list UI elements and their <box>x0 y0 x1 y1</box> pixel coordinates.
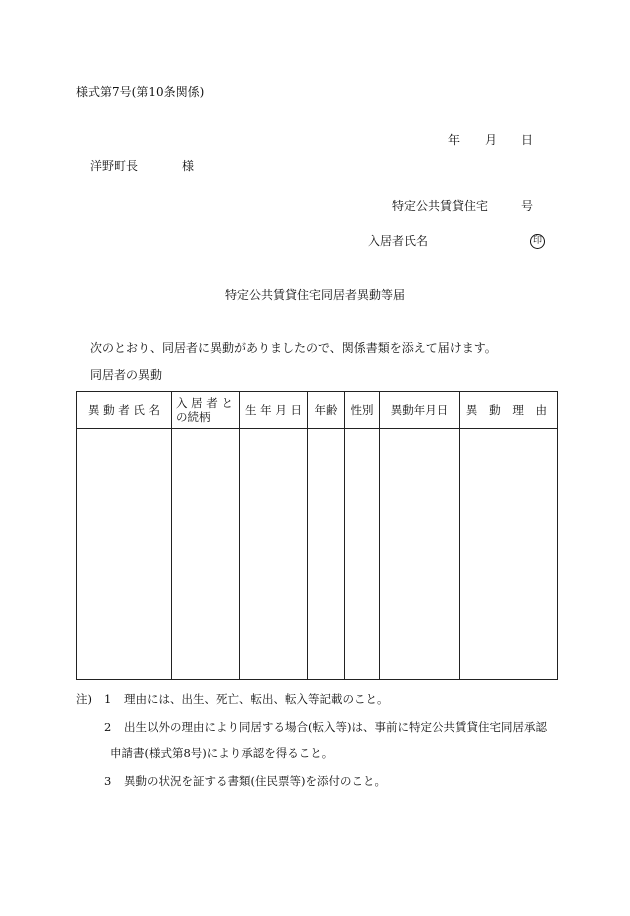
header-age: 年齢 <box>308 392 345 429</box>
table-header-row <box>77 392 558 429</box>
intro-text: 次のとおり、同居者に異動がありましたので、関係書類を添えて届けます。 <box>90 341 497 355</box>
addressee-name: 洋野町長 <box>90 159 139 173</box>
header-birthdate: 生 年 月 日 <box>240 392 308 429</box>
document-title: 特定公共賃貸住宅同居者異動等届 <box>224 288 405 302</box>
cell-relation[interactable] <box>172 429 240 680</box>
date-day-label: 日 <box>521 133 534 147</box>
addressee-honorific: 様 <box>182 159 195 173</box>
seal-mark <box>530 233 545 249</box>
cell-gender[interactable] <box>345 429 380 680</box>
note-2-number: 2 <box>104 720 112 734</box>
header-change-date: 異動年月日 <box>380 392 460 429</box>
cell-name[interactable] <box>77 429 172 680</box>
header-reason: 異 動 理 由 <box>460 392 558 429</box>
note-2-text: 出生以外の理由により同居する場合(転入等)は、事前に特定公共賃貸住宅同居承認 <box>124 720 547 734</box>
note-1-number: 1 <box>104 692 112 706</box>
cell-reason[interactable] <box>460 429 558 680</box>
note-3-text: 異動の状況を証する書類(住民票等)を添付のこと。 <box>124 774 386 788</box>
housing-label: 特定公共賃貸住宅 <box>392 199 489 213</box>
cell-change-date[interactable] <box>380 429 460 680</box>
header-name: 異 動 者 氏 名 <box>77 392 172 429</box>
section-label: 同居者の異動 <box>90 368 163 382</box>
date-month-label: 月 <box>485 133 498 147</box>
note-2-continuation: 申請書(様式第8号)により承認を得ること。 <box>110 746 334 760</box>
housing-number-suffix: 号 <box>521 199 534 213</box>
cell-age[interactable] <box>308 429 345 680</box>
header-relation <box>172 392 240 429</box>
resident-name-label: 入居者氏名 <box>368 234 429 248</box>
form-number: 様式第7号(第10条関係) <box>76 85 205 99</box>
header-relation-line1: 入 居 者 と <box>176 395 233 410</box>
header-relation-line2: の続柄 <box>176 410 211 424</box>
date-year-label: 年 <box>448 133 461 147</box>
note-3-number: 3 <box>104 774 112 788</box>
table-row <box>77 429 558 680</box>
header-gender: 性別 <box>345 392 380 429</box>
change-table <box>76 391 558 680</box>
cell-birthdate[interactable] <box>240 429 308 680</box>
notes-prefix: 注) <box>76 692 92 706</box>
seal-icon: 印 <box>530 234 545 249</box>
note-1-text: 理由には、出生、死亡、転出、転入等記載のこと。 <box>124 692 389 706</box>
